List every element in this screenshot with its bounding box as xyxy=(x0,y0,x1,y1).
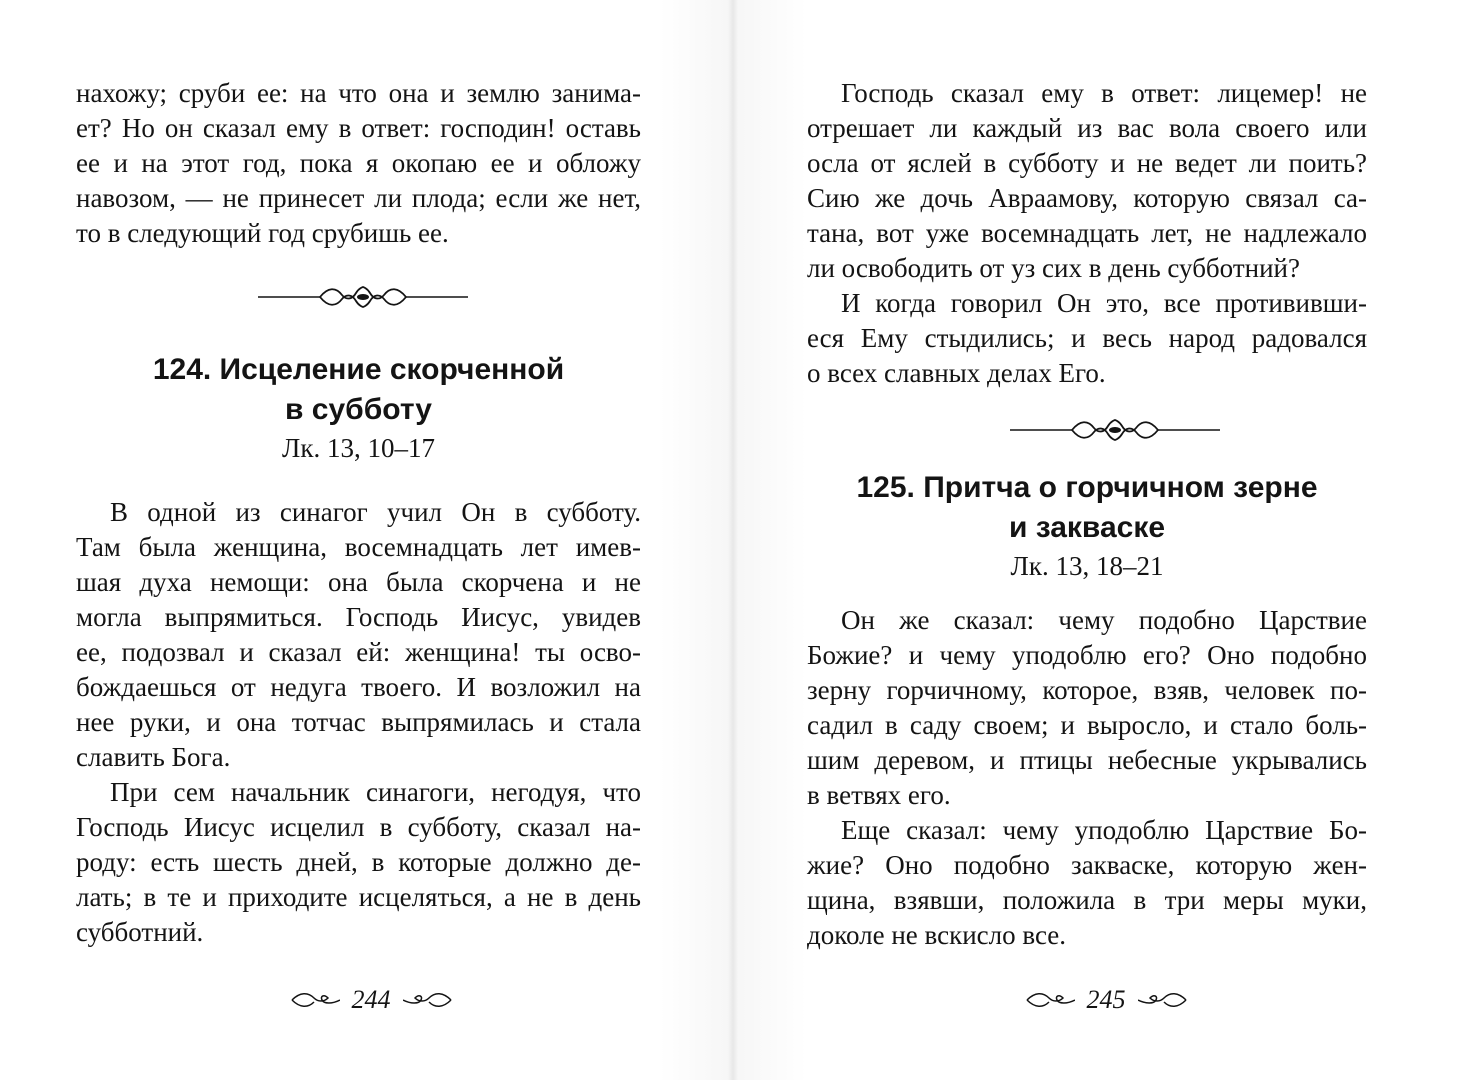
text-line: В одной из синагог учил Он в субботу. xyxy=(110,497,641,527)
text-line: о всех славных делах Его. xyxy=(807,358,1106,388)
paragraph xyxy=(76,775,641,950)
text-line: в ветвях его. xyxy=(807,780,951,810)
section-heading-124 xyxy=(76,350,641,466)
text-line: ее и на этот год, пока я окопаю ее и обложу xyxy=(76,148,641,178)
scroll-divider-icon xyxy=(258,283,468,311)
book-gutter xyxy=(728,0,738,1080)
section-title: и закваске xyxy=(1008,511,1166,544)
text-line: зерну горчичному, которое, взяв, человек по- xyxy=(807,675,1367,705)
text-line: жие? Оно подобно закваске, которую жен- xyxy=(807,850,1367,880)
text-line: доколе не вскисло все. xyxy=(807,920,1067,950)
text-line: Господь Иисус исцелил в субботу, сказал на- xyxy=(76,812,641,842)
text-line: шим деревом, и птицы небесные укрывались xyxy=(807,745,1367,775)
text-line: бождаешься от недуга твоего. И возложил на xyxy=(76,672,641,702)
text-line: роду: есть шесть дней, в которые должно де- xyxy=(76,847,641,877)
scripture-reference: Лк. 13, 10–17 xyxy=(282,433,435,463)
text-line: Он же сказал: чему подобно Царствие xyxy=(841,605,1367,635)
folio-flourish-icon xyxy=(403,990,453,1010)
page-number-244 xyxy=(276,980,466,1020)
page-number: 245 xyxy=(1086,985,1126,1014)
text-line: щина, взявши, положила в три меры муки, xyxy=(807,885,1367,915)
text-line: лать; в те и приходите исцеляться, а не в день xyxy=(76,882,641,912)
text-line: то в следующий год срубишь ее. xyxy=(76,218,449,248)
text-line: осла от яслей в субботу и не ведет ли поить? xyxy=(807,148,1367,178)
text-line: шая духа немощи: она была скорчена и не xyxy=(76,567,641,597)
section-title: в субботу xyxy=(285,393,432,426)
paragraph xyxy=(76,495,641,775)
paragraph xyxy=(807,813,1367,953)
text-line: ли освободить от уз сих в день субботний? xyxy=(807,253,1300,283)
text-line: нее руки, и она тотчас выпрямилась и стала xyxy=(76,707,641,737)
text-line: ее, подозвал и сказал ей: женщина! ты осво- xyxy=(76,637,641,667)
text-line: еся Ему стыдились; и весь народ радовался xyxy=(807,323,1367,353)
folio-flourish-icon xyxy=(290,990,340,1010)
text-line: тана, вот уже восемнадцать лет, не надлежало xyxy=(807,218,1367,248)
left-page xyxy=(0,0,733,1080)
paragraph xyxy=(807,76,1367,286)
page-number-245 xyxy=(1011,980,1201,1020)
text-line: Там была женщина, восемнадцать лет имев- xyxy=(76,532,641,562)
paragraph xyxy=(807,286,1367,391)
text-line: Еще сказал: чему уподоблю Царствие Бо- xyxy=(841,815,1367,845)
folio-flourish-icon xyxy=(1138,990,1188,1010)
continuation-text xyxy=(76,76,641,251)
page-number: 244 xyxy=(351,985,391,1014)
text-line: ет? Но он сказал ему в ответ: господин! оставь xyxy=(76,113,641,143)
text-line: садил в саду своем; и выросло, и стало боль- xyxy=(807,710,1367,740)
text-line: могла выпрямиться. Господь Иисус, увидев xyxy=(76,602,641,632)
text-line: субботний. xyxy=(76,917,204,947)
section-heading-125 xyxy=(807,468,1367,584)
text-line: Сию же дочь Авраамову, которую связал са- xyxy=(807,183,1367,213)
text-line: И когда говорил Он это, все протививши- xyxy=(841,288,1367,318)
text-line: При сем начальник синагоги, негодуя, что xyxy=(110,777,641,807)
text-line: Божие? и чему уподоблю его? Оно подобно xyxy=(807,640,1367,670)
scroll-divider-icon xyxy=(1010,416,1220,444)
section-title: 124. Исцеление скорченной xyxy=(152,353,565,386)
section-title: 125. Притча о горчичном зерне xyxy=(856,471,1318,504)
right-page xyxy=(733,0,1467,1080)
text-line: нахожу; сруби ее: на что она и землю занима- xyxy=(76,78,641,108)
folio-flourish-icon xyxy=(1025,990,1075,1010)
scripture-reference: Лк. 13, 18–21 xyxy=(1010,551,1164,581)
text-line: Господь сказал ему в ответ: лицемер! не xyxy=(841,78,1367,108)
text-line: навозом, — не принесет ли плода; если же нет, xyxy=(76,183,641,213)
text-line: славить Бога. xyxy=(76,742,231,772)
text-line: отрешает ли каждый из вас вола своего или xyxy=(807,113,1367,143)
paragraph xyxy=(807,603,1367,813)
